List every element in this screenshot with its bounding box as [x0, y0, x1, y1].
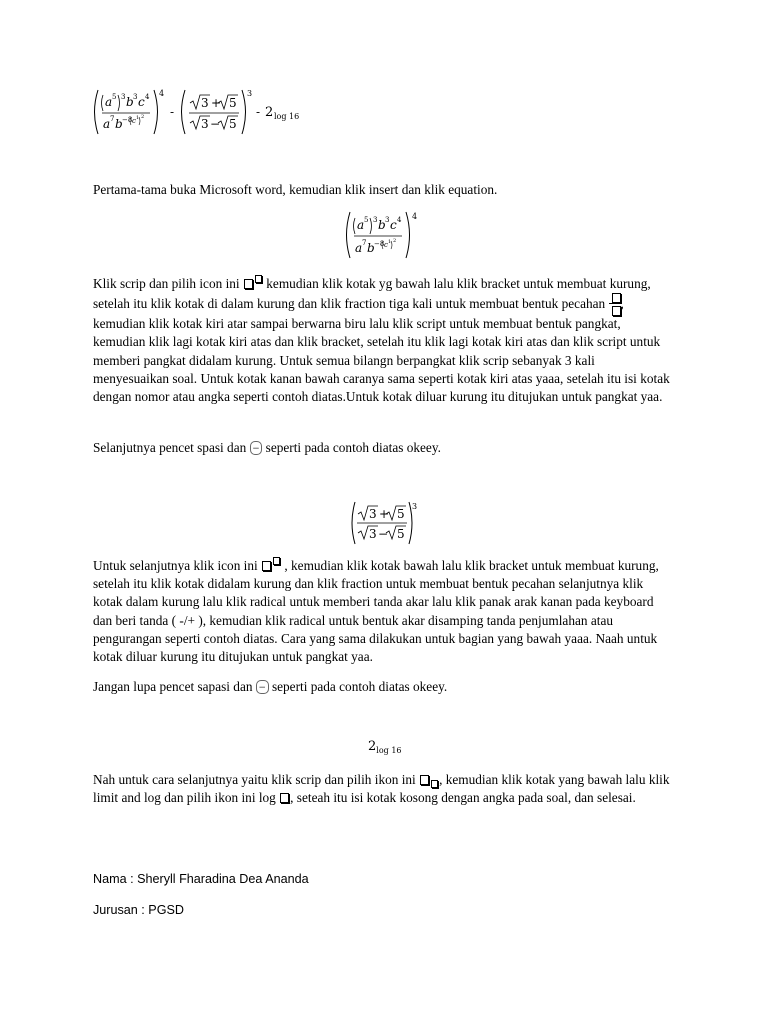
svg-text:1: 1	[388, 239, 392, 245]
minus-bracket-icon-2: −	[256, 680, 269, 694]
paragraph-radical-steps-a: Untuk selanjutnya klik icon ini	[93, 558, 262, 573]
paragraph-intro-text: Pertama-tama buka Microsoft word, kemudian klik insert dan klik equation.	[93, 182, 498, 197]
paragraph-intro	[93, 181, 673, 199]
paragraph-space-2-a: Jangan lupa pencet sapasi dan	[93, 679, 256, 694]
paragraph-space-1-b: seperti pada contoh diatas okeey.	[262, 440, 441, 455]
subscript-icon-base	[420, 775, 429, 785]
svg-text:c: c	[138, 95, 145, 109]
svg-text:5: 5	[397, 527, 405, 541]
svg-text:5: 5	[112, 93, 117, 101]
svg-text:5: 5	[364, 216, 369, 224]
svg-text:5: 5	[229, 96, 237, 110]
svg-text:a: a	[105, 95, 113, 109]
minus-2: -	[256, 105, 261, 119]
svg-text:−: −	[210, 117, 221, 131]
script-icon-base	[244, 279, 253, 289]
svg-text:4: 4	[145, 93, 150, 101]
script-icon-2-base	[262, 561, 271, 571]
svg-text:a: a	[355, 241, 363, 255]
paragraph-log-steps-b: , kemudian klik kotak yang bawah lalu klik limit and log dan pilih ikon ini log	[93, 772, 670, 806]
equation-log	[368, 739, 402, 755]
svg-text:c: c	[390, 218, 397, 232]
equation-fraction-1	[342, 208, 422, 262]
svg-text:3: 3	[385, 216, 390, 224]
paragraph-log-steps-a: Nah untuk cara selanjutnya yaitu klik scrip dan pilih ikon ini	[93, 772, 420, 787]
svg-text:4: 4	[412, 212, 418, 221]
paragraph-space-1-a: Selanjutnya pencet spasi dan	[93, 440, 250, 455]
svg-text:b: b	[115, 117, 123, 131]
svg-text:−: −	[378, 527, 389, 541]
svg-text:7: 7	[110, 115, 115, 123]
svg-text:+: +	[379, 507, 390, 521]
svg-text:c: c	[384, 241, 388, 249]
paragraph-fraction-steps-b: kemudian klik kotak yg bawah lalu klik bracket untuk membuat kurung, setelah itu klik kotak di dalam kurung dan klik fraction tiga kali untuk membuat bentuk pecahan	[93, 276, 651, 312]
svg-text:−8: −8	[374, 240, 385, 248]
svg-text:3: 3	[369, 507, 377, 521]
svg-text:3: 3	[133, 93, 138, 101]
svg-text:4: 4	[397, 216, 402, 224]
svg-text:3: 3	[369, 527, 377, 541]
svg-text:3: 3	[201, 96, 209, 110]
paragraph-fraction-steps	[93, 275, 673, 406]
paragraph-space-2-b: seperti pada contoh diatas okeey.	[268, 679, 448, 694]
paragraph-log-steps-c: , seteah itu isi kotak kosong dengan angka pada soal, dan selesai.	[290, 790, 636, 806]
footer-name: Nama : Sheryll Fharadina Dea Ananda	[93, 872, 309, 886]
svg-text:3: 3	[373, 216, 378, 224]
svg-text:4: 4	[159, 89, 165, 98]
svg-text:3: 3	[121, 93, 126, 101]
equation-log-subscript: log 16	[376, 746, 402, 755]
paragraph-fraction-steps-c: , kemudian klik kotak kiri atar sampai berwarna biru lalu klik script untuk membuat bentuk pangkat, kemudian klik lagi kotak kiri atas dan klik bracket, setelah itu klik lagi kotak kiri atas dan klik script untuk memberi pangkat didalam kurung. Untuk semua bilangn berpangkat klik scrip sebanyak 3 kali menyesuaikan soal. Untuk kotak kanan bawah caranya sama seperti kotak kiri atas yaaa, setelah itu isi kotak dengan nomor atau angka seperti contoh diatas.Untuk kotak diluar kurung itu ditujukan untuk pangkat yaa.	[93, 296, 670, 405]
svg-text:2: 2	[393, 238, 397, 244]
paragraph-log-steps	[93, 771, 673, 807]
script-icon-sup	[255, 275, 262, 283]
footer-major: Jurusan : PGSD	[93, 903, 184, 917]
subscript-icon-sub	[431, 780, 438, 788]
svg-text:+: +	[211, 96, 222, 110]
svg-text:b: b	[378, 218, 386, 232]
equation-fraction-2	[348, 499, 423, 547]
log-base: 2	[265, 105, 274, 120]
svg-text:3: 3	[201, 117, 209, 131]
equation-log-base: 2	[368, 739, 377, 754]
svg-text:3: 3	[247, 89, 253, 98]
fraction-icon	[609, 293, 621, 315]
paragraph-fraction-steps-a: Klik scrip dan pilih icon ini	[93, 276, 240, 291]
equation-full	[90, 86, 310, 138]
paragraph-space-1	[93, 439, 673, 457]
script-icon-2-sup	[273, 557, 280, 565]
svg-text:5: 5	[397, 507, 405, 521]
minus-1: -	[170, 105, 175, 119]
svg-text:7: 7	[362, 239, 367, 247]
svg-text:b: b	[367, 241, 375, 255]
svg-text:a: a	[357, 218, 365, 232]
svg-text:b: b	[126, 95, 134, 109]
paragraph-radical-steps	[93, 557, 673, 666]
minus-bracket-icon: −	[250, 441, 263, 455]
log-subscript: log 16	[274, 112, 300, 121]
svg-text:c: c	[132, 117, 136, 125]
svg-text:2: 2	[141, 114, 145, 120]
log-icon	[280, 793, 289, 803]
svg-text:1: 1	[136, 115, 140, 121]
paragraph-space-2	[93, 678, 673, 696]
paragraph-radical-steps-b: , kemudian klik kotak bawah lalu klik bracket untuk membuat kurung, setelah itu klik kotak didalam kurung dan klik fraction untuk membuat bentuk pecahan selanjutnya klik kotak dalam kurung lalu klik radical untuk memberi tanda akar lalu klik panak arak kanan pada keyboard dan beri tanda ( -/+ ), kemudian klik radical untuk bentuk akar disamping tanda penjumlahan atau pengurangan seperti contoh diatas. Cara yang sama dilakukan untuk bagian yang bawah yaaa. Naah untuk kotak diluar kurung itu ditujukan untuk pangkat yaa.	[93, 558, 659, 665]
svg-text:−8: −8	[122, 116, 133, 124]
svg-text:5: 5	[229, 117, 237, 131]
svg-text:3: 3	[412, 502, 418, 511]
svg-text:a: a	[103, 117, 111, 131]
